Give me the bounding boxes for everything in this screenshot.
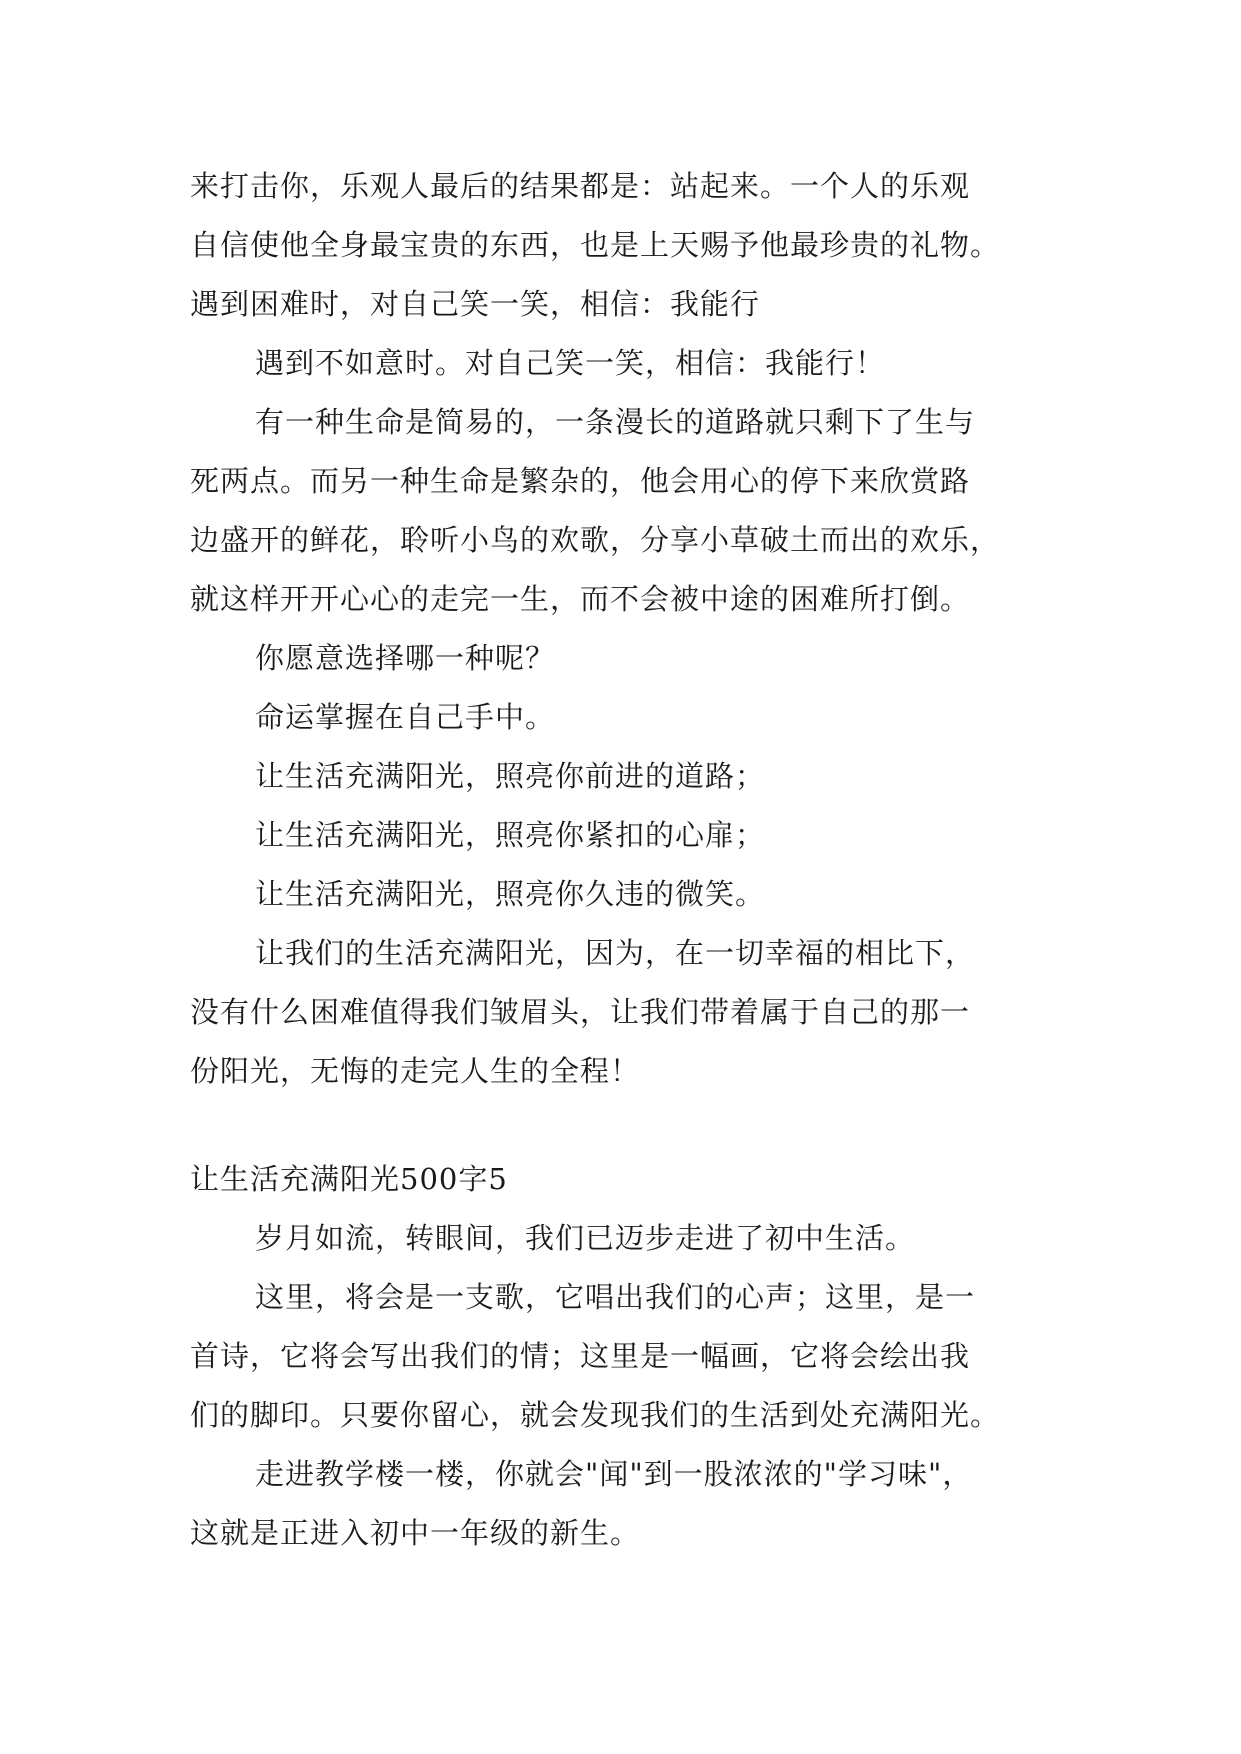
paragraph-line: 命运掌握在自己手中。 bbox=[255, 700, 556, 734]
paragraph-line: 首诗，它将会写出我们的情；这里是一幅画，它将会绘出我 bbox=[190, 1339, 971, 1373]
paragraph-line: 你愿意选择哪一种呢？ bbox=[255, 641, 556, 675]
paragraph-line: 遇到不如意时。对自己笑一笑，相信：我能行！ bbox=[255, 346, 886, 380]
paragraph-line: 岁月如流，转眼间，我们已迈步走进了初中生活。 bbox=[255, 1221, 916, 1255]
paragraph-line: 让生活充满阳光，照亮你前进的道路； bbox=[255, 759, 766, 793]
paragraph-line: 没有什么困难值得我们皱眉头，让我们带着属于自己的那一 bbox=[190, 995, 971, 1029]
paragraph-line: 让我们的生活充满阳光，因为，在一切幸福的相比下， bbox=[255, 936, 976, 970]
paragraph-line: 让生活充满阳光，照亮你久违的微笑。 bbox=[255, 877, 766, 911]
paragraph-line: 让生活充满阳光，照亮你紧扣的心扉； bbox=[255, 818, 766, 852]
paragraph-line: 边盛开的鲜花，聆听小鸟的欢歌，分享小草破土而出的欢乐， bbox=[190, 523, 1001, 557]
paragraph-line: 来打击你，乐观人最后的结果都是：站起来。一个人的乐观 bbox=[190, 169, 971, 203]
paragraph-line: 死两点。而另一种生命是繁杂的，他会用心的停下来欣赏路 bbox=[190, 464, 971, 498]
paragraph-line: 这里，将会是一支歌，它唱出我们的心声；这里，是一 bbox=[255, 1280, 976, 1314]
paragraph-line: 走进教学楼一楼，你就会"闻"到一股浓浓的"学习味"， bbox=[255, 1457, 973, 1491]
paragraph-line: 这就是正进入初中一年级的新生。 bbox=[190, 1516, 641, 1550]
paragraph-line: 们的脚印。只要你留心，就会发现我们的生活到处充满阳光。 bbox=[190, 1398, 1001, 1432]
paragraph-line: 份阳光，无悔的走完人生的全程！ bbox=[190, 1054, 641, 1088]
paragraph-line: 自信使他全身最宝贵的东西，也是上天赐予他最珍贵的礼物。 bbox=[190, 228, 1001, 262]
paragraph-line: 遇到困难时，对自己笑一笑，相信：我能行 bbox=[190, 287, 761, 321]
section-title: 让生活充满阳光500字5 bbox=[190, 1162, 508, 1196]
paragraph-line: 有一种生命是简易的，一条漫长的道路就只剩下了生与 bbox=[255, 405, 976, 439]
paragraph-line: 就这样开开心心的走完一生，而不会被中途的困难所打倒。 bbox=[190, 582, 971, 616]
